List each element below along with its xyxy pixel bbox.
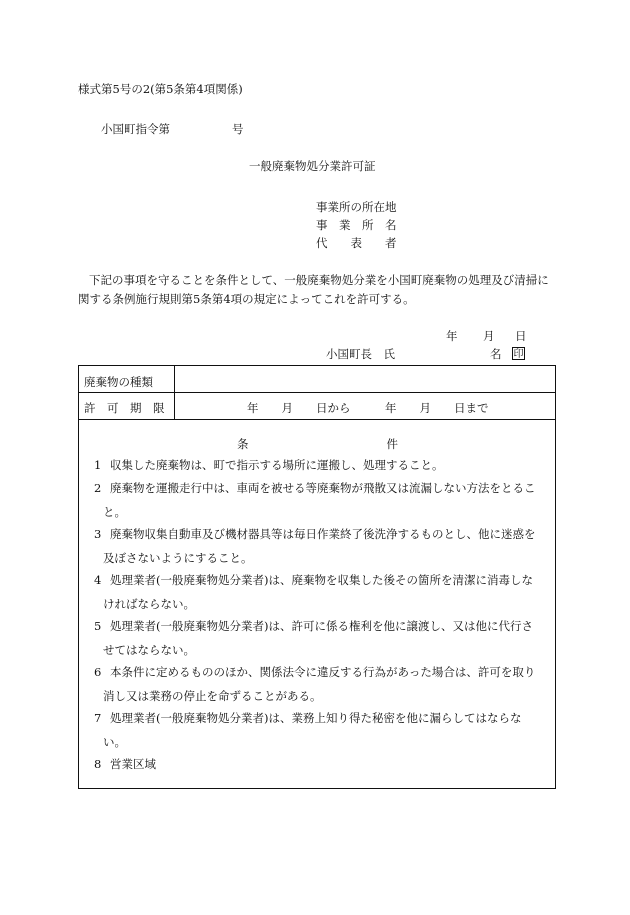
condition-number: 4 (94, 573, 102, 587)
representative-label: 代 表 者 (316, 236, 397, 250)
conditions-title: 条 件 (237, 437, 398, 451)
office-address-label: 事業所の所在地 (316, 200, 397, 214)
table-column-divider (174, 366, 175, 419)
date-year-label: 年 (446, 329, 458, 343)
date-month-label: 月 (483, 329, 495, 343)
form-label: 様式第5号の2(第5条第4項関係) (78, 82, 243, 96)
condition-text: 収集した廃棄物は、町で指示する場所に運搬し、処理すること。 (110, 458, 444, 472)
condition-item (94, 477, 552, 524)
date-day-label: 日 (515, 329, 527, 343)
condition-text: 廃棄物収集自動車及び機材器具等は毎日作業終了後洗浄するものとし、他に迷惑を (110, 527, 536, 541)
condition-text-continued: せてはならない。 (103, 642, 195, 657)
permit-period-value: 年 月 日から 年 月 日まで (247, 401, 489, 415)
condition-number: 2 (94, 481, 102, 495)
condition-text: 処理業者(一般廃棄物処分業者)は、許可に係る権利を他に譲渡し、又は他に代行さ (110, 619, 533, 633)
permit-table (78, 365, 556, 789)
condition-text-continued: 及ぼさないようにすること。 (103, 550, 253, 565)
condition-number: 3 (94, 527, 102, 541)
condition-text-continued: 消し又は業務の停止を命ずることがある。 (103, 688, 322, 703)
condition-text: 廃棄物を運搬走行中は、車両を被せる等廃棄物が飛散又は流漏しない方法をとるこ (110, 481, 536, 495)
table-divider (79, 392, 555, 393)
condition-item (94, 615, 552, 662)
condition-number: 8 (94, 757, 102, 771)
permit-number-prefix: 小国町指令第 (101, 122, 170, 136)
condition-text: 営業区域 (110, 757, 156, 771)
condition-text: 処理業者(一般廃棄物処分業者)は、業務上知り得た秘密を他に漏らしてはならな (110, 711, 522, 725)
seal-box: 印 (513, 349, 524, 360)
condition-item (94, 569, 552, 616)
condition-text: 本条件に定めるもののほか、関係法令に違反する行為があった場合は、許可を取り (110, 665, 536, 679)
condition-number: 6 (94, 665, 102, 679)
condition-item (94, 661, 552, 708)
condition-item (94, 523, 552, 570)
office-name-label: 事 業 所 名 (316, 218, 397, 232)
condition-number: 1 (94, 458, 102, 472)
permit-period-label: 許 可 期 限 (84, 401, 165, 415)
name-label: 名 (490, 347, 502, 361)
document-title: 一般廃棄物処分業許可証 (249, 159, 376, 173)
permit-number-suffix: 号 (232, 122, 244, 136)
condition-text-continued: ければならない。 (103, 596, 195, 611)
condition-number: 7 (94, 711, 102, 725)
condition-number: 5 (94, 619, 102, 633)
table-divider (79, 419, 555, 420)
condition-item (94, 454, 552, 478)
condition-text-continued: と。 (103, 504, 126, 519)
condition-text: 処理業者(一般廃棄物処分業者)は、廃棄物を収集した後その箇所を清潔に消毒しな (110, 573, 533, 587)
condition-text-continued: い。 (103, 734, 126, 749)
mayor-label: 小国町長 氏 (326, 347, 395, 361)
condition-item (94, 753, 552, 777)
body-text: 下記の事項を守ることを条件として、一般廃棄物処分業を小国町廃棄物の処理及び清掃に関する条例施行規則第5条第4項の規定によってこれを許可する。 (78, 273, 549, 306)
waste-type-label: 廃棄物の種類 (84, 375, 153, 389)
condition-item (94, 707, 552, 754)
